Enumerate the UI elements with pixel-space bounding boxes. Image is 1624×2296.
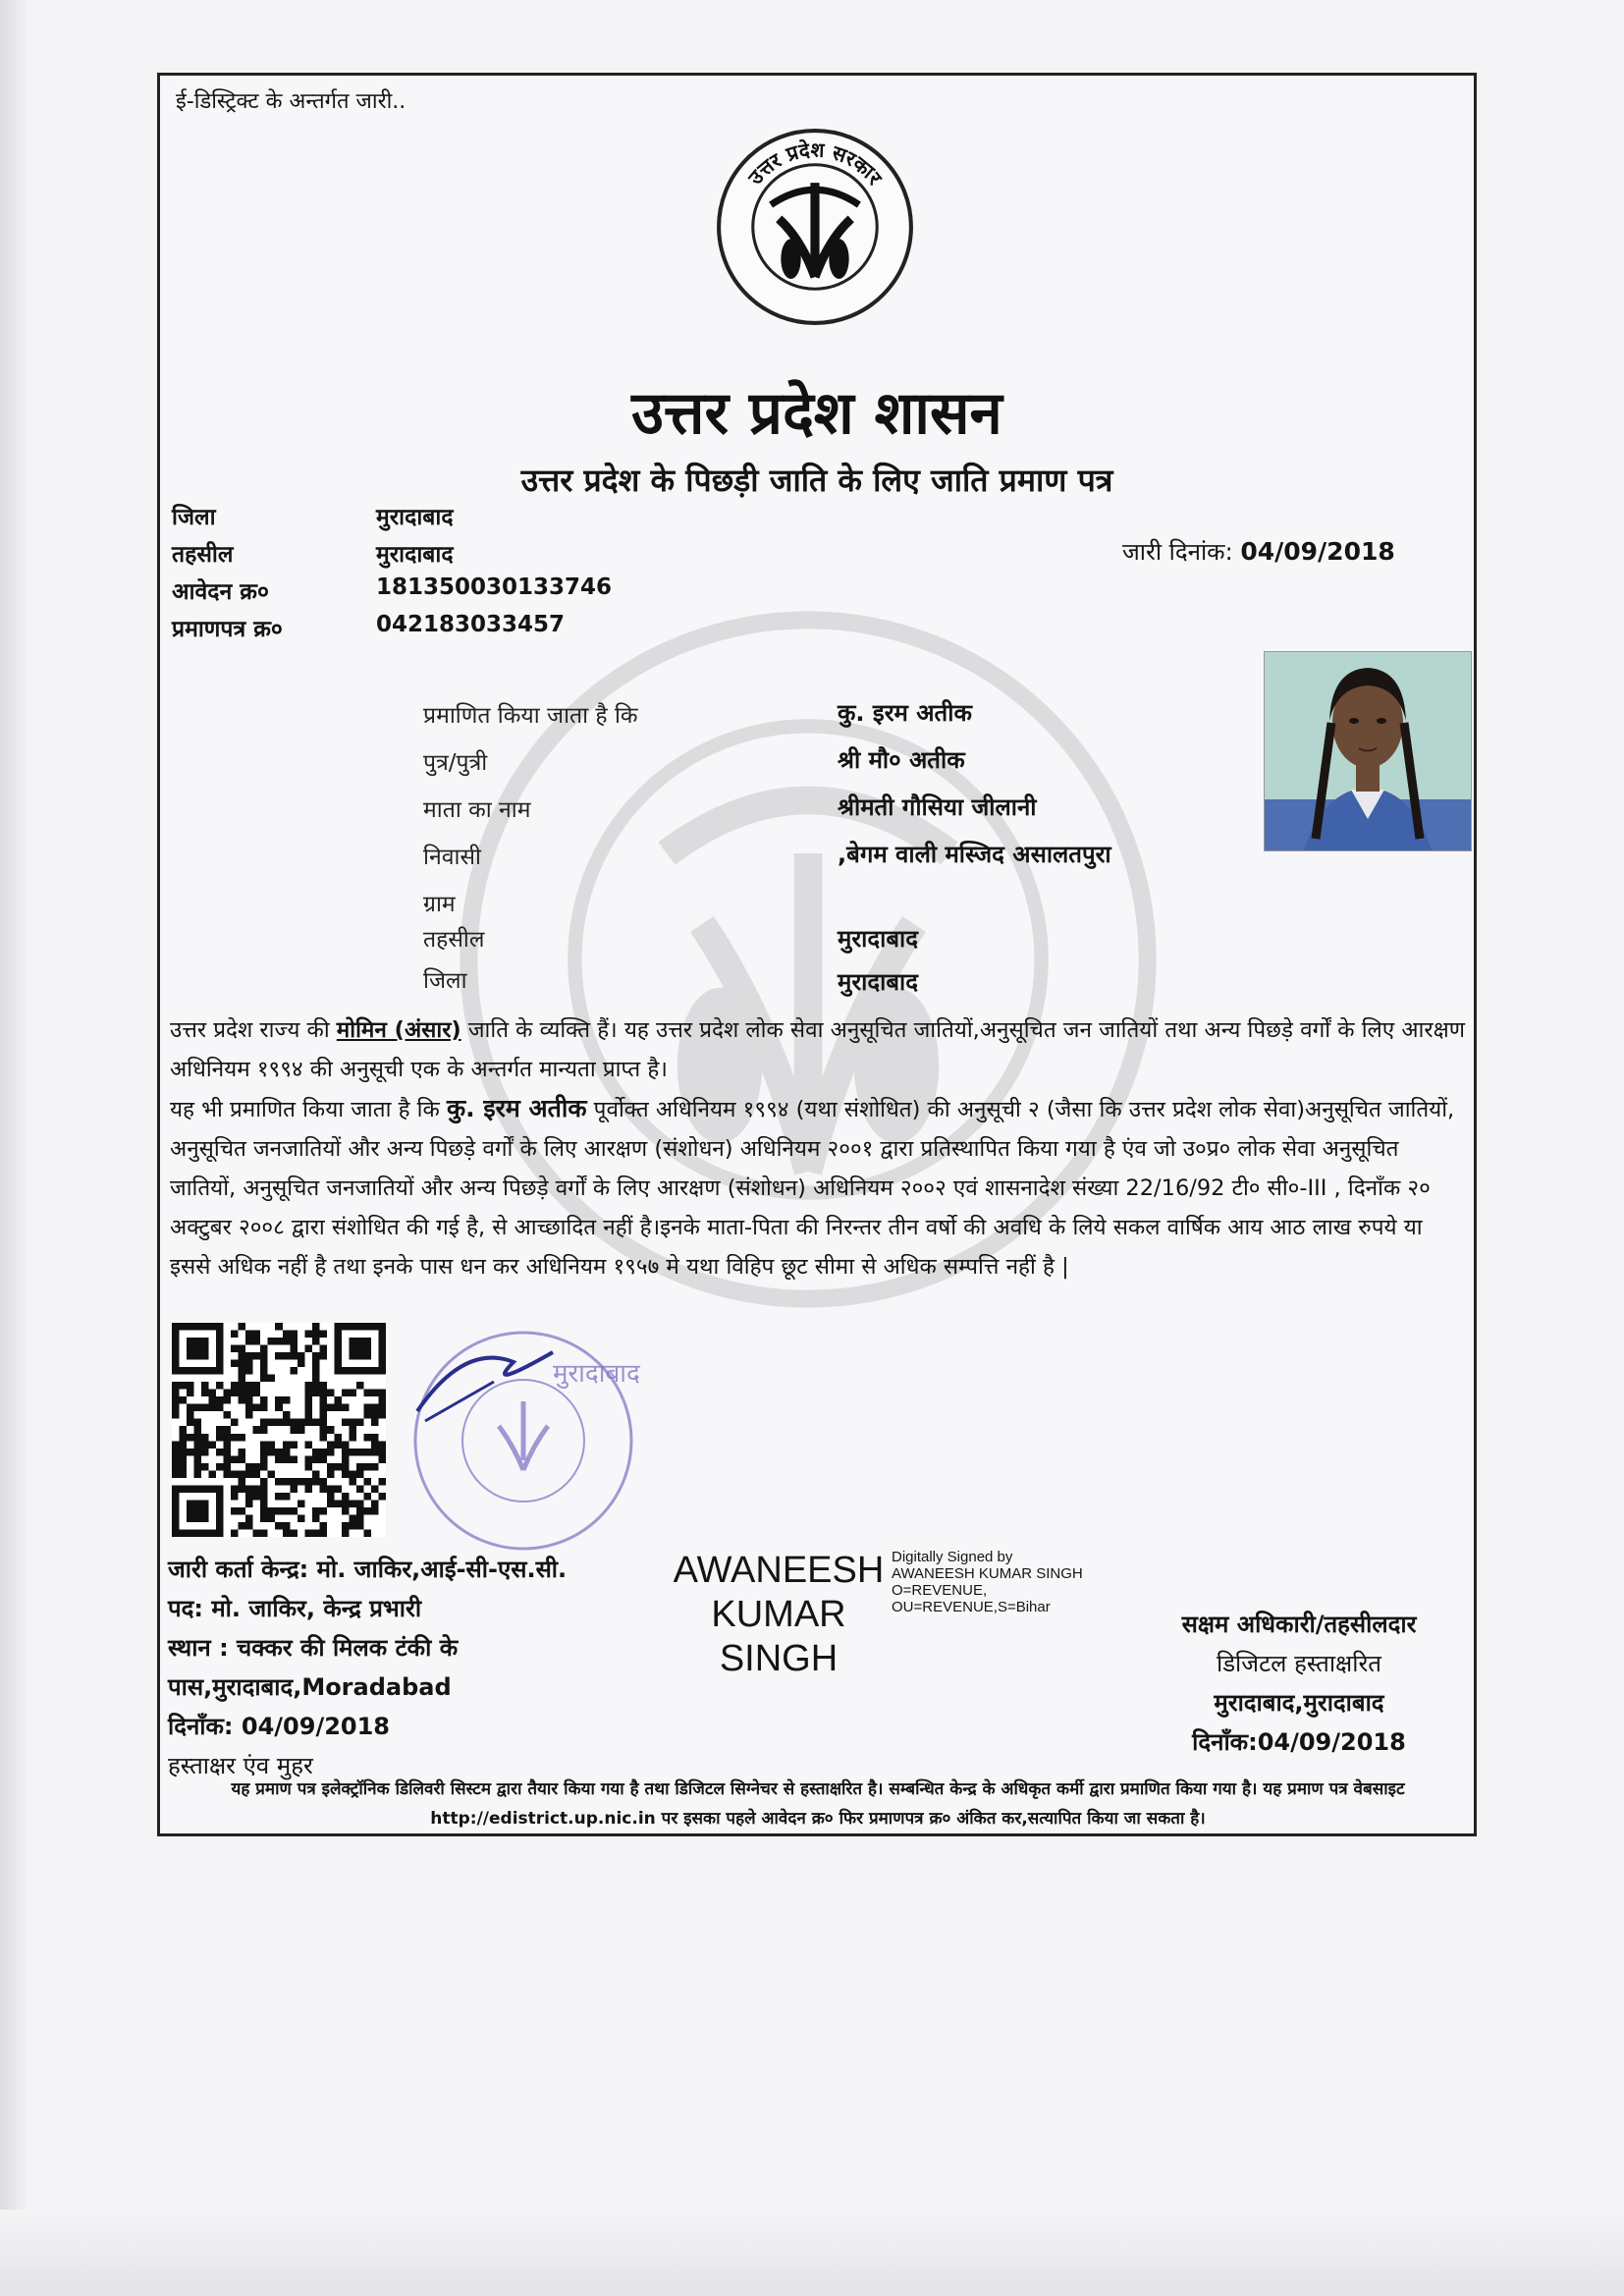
official-stamp: [406, 1323, 641, 1647]
issue-date-value: 04/09/2018: [1240, 537, 1395, 566]
para2-post: पूर्वोक्त अधिनियम १९९४ (यथा संशोधित) की अनुसूची २ (जैसा कि उत्तर प्रदेश लोक सेवा)अनुसूचित जातियों, अनुसूचित जनजातियों और अन्य पिछड़े वर्गों के लिए आरक्षण (संशोधन) अधिनियम २००१ द्वारा प्रतिस्थापित किया गया है एंव जो उ०प्र० लोक सेवा अनुसूचित जातियों, अनुसूचित जनजातियों और अन्य पिछड़े वर्गों के लिए आरक्षण (संशोधन) अधिनियम २००२ एवं शासनादेश संख्या 22/16/92 टी० सी०-III , दिनाँक २० अक्टुबर २००८ द्वारा संशोधित की गई है, से आच्छादित नहीं है।इनके माता-पिता की निरन्तर तीन वर्षो की अवधि के लिये सकल वार्षिक आय आठ लाख रुपये या इससे अधिक नहीं है तथा इनके पास धन कर अधिनियम १९५७ मे यथा विहिप छूट सीमा से अधिक सम्पत्ति नहीं है |: [170, 1097, 1455, 1280]
field-label-certified: प्रमाणित किया जाता है कि: [423, 703, 638, 729]
caste-certificate: [157, 73, 1477, 1836]
field-label-village: ग्राम: [423, 892, 456, 917]
page-title: उत्तर प्रदेश शासन: [631, 379, 1002, 448]
stamp-text: मुरादाबाद: [553, 1359, 640, 1389]
field-value-tehsil: मुरादाबाद: [838, 925, 919, 953]
meta-label-district: जिला: [172, 505, 216, 530]
certificate-paragraph-1: [170, 1011, 1466, 1089]
field-label-tehsil: तहसील: [423, 927, 485, 953]
issuer-center: जारी कर्ता केन्द्र: मो. जाकिर,आई-सी-एस.सी.: [168, 1556, 568, 1583]
issuer-signature-label: हस्ताक्षर एंव मुहर: [168, 1752, 313, 1779]
field-value-district: मुरादाबाद: [838, 968, 919, 996]
meta-value-certificate-no: 042183033457: [376, 612, 566, 637]
up-emblem-icon: [715, 127, 915, 327]
para2-pre: यह भी प्रमाणित किया जाता है कि: [170, 1097, 447, 1122]
field-label-son-daughter: पुत्र/पुत्री: [423, 750, 488, 776]
field-label-resident: निवासी: [423, 845, 481, 870]
meta-label-application-no: आवेदन क्र०: [172, 579, 269, 605]
qr-code-icon: [172, 1323, 386, 1537]
field-value-father: श्री मौ० अतीक: [838, 746, 965, 774]
digital-signature-note: Digitally Signed by AWANEESH KUMAR SINGH O=REVENUE, OU=REVENUE,S=Bihar: [892, 1549, 1083, 1615]
issue-date-label: जारी दिनांक:: [1122, 538, 1233, 566]
caste-name: मोमिन (अंसार): [336, 1017, 461, 1043]
top-note: ई-डिस्ट्रिक्ट के अन्तर्गत जारी..: [176, 89, 406, 114]
issuer-place-1: स्थान : चक्कर की मिलक टंकी के: [168, 1634, 459, 1662]
meta-label-tehsil: तहसील: [172, 542, 234, 568]
scan-edge-shadow: [0, 0, 29, 2296]
issuer-place-2: पास,मुरादाबाद,Moradabad: [168, 1673, 452, 1701]
scan-bottom-shadow: [0, 2210, 1624, 2296]
footer-note: यह प्रमाण पत्र इलेक्ट्रॉनिक डिलिवरी सिस्टम द्वारा तैयार किया गया है तथा डिजिटल सिग्नेचर से हस्ताक्षरित है। सम्बन्धित केन्द्र के अधिकृत कर्मी द्वारा प्रमाणित किया गया है। यह प्रमाण पत्र वेबसाइट http://edistrict.up.nic.in पर इसका पहले आवेदन क्र० फिर प्रमाणपत्र क्र० अंकित कर,सत्यापित किया जा सकता है।: [231, 1779, 1405, 1829]
meta-label-certificate-no: प्रमाणपत्र क्र०: [172, 617, 283, 642]
emblem-text: उत्तर प्रदेश सरकार: [743, 137, 888, 190]
meta-value-tehsil: मुरादाबाद: [376, 542, 454, 568]
para1-pre: उत्तर प्रदेश राज्य की: [170, 1017, 337, 1043]
certificate-paragraph-2: [170, 1089, 1466, 1286]
field-label-mother: माता का नाम: [423, 797, 531, 823]
field-value-name: कु. इरम अतीक: [838, 699, 972, 727]
meta-value-district: मुरादाबाद: [376, 505, 454, 530]
certificate-subtitle: उत्तर प्रदेश के पिछड़ी जाति के लिए जाति प्रमाण पत्र: [520, 462, 1113, 499]
field-value-resident: ,बेगम वाली मस्जिद असालतपुरा: [838, 841, 1111, 868]
issuer-post: पद: मो. जाकिर, केन्द्र प्रभारी: [168, 1595, 422, 1622]
issuer-date: दिनाँक: 04/09/2018: [168, 1713, 391, 1740]
authority-place: मुरादाबाद,मुरादाबाद: [1214, 1689, 1384, 1717]
authority-date: दिनाँक:04/09/2018: [1192, 1728, 1406, 1756]
field-value-mother: श्रीमती गौसिया जीलानी: [838, 793, 1037, 821]
issue-date: [1122, 535, 1395, 568]
meta-value-application-no: 181350030133746: [376, 574, 613, 600]
authority-title: सक्षम अधिकारी/तहसीलदार: [1181, 1611, 1417, 1638]
signer-name: AWANEESH KUMAR SINGH: [673, 1550, 885, 1679]
applicant-photo: [1264, 651, 1472, 851]
para2-name: कु. इरम अतीक: [446, 1094, 587, 1122]
para1-post: जाति के व्यक्ति हैं। यह उत्तर प्रदेश लोक सेवा अनुसूचित जातियों,अनुसूचित जन जातियों तथा अन्य पिछड़े वर्गों के लिए आरक्षण अधिनियम १९९४ की अनुसूची एक के अन्तर्गत मान्यता प्राप्त है।: [170, 1017, 1465, 1082]
authority-digital: डिजिटल हस्ताक्षरित: [1217, 1650, 1381, 1677]
field-label-district: जिला: [423, 968, 467, 994]
